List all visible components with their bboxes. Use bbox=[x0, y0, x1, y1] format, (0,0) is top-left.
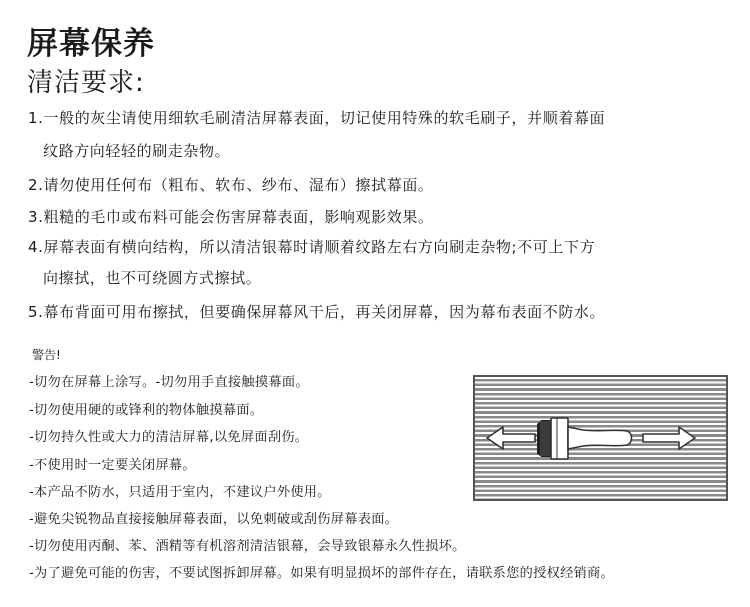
requirement-4: 4.屏幕表面有横向结构，所以清洁银幕时请顺着纹路左右方向刷走杂物;不可上下方 bbox=[28, 238, 596, 256]
requirement-5: 5.幕布背面可用布擦拭，但要确保屏幕风干后，再关闭屏幕，因为幕布表面不防水。 bbox=[28, 303, 606, 321]
warning-item: -切勿使用丙酮、苯、酒精等有机溶剂清洁银幕，会导致银幕永久性损坏。 bbox=[29, 539, 466, 554]
page-title: 屏幕保养 bbox=[27, 26, 155, 62]
arrow-right-icon bbox=[643, 427, 695, 449]
requirement-1-continued: 纹路方向轻轻的刷走杂物。 bbox=[43, 142, 231, 160]
warning-title: 警告! bbox=[32, 348, 61, 362]
warning-item: -切勿在屏幕上涂写。-切勿用手直接触摸幕面。 bbox=[29, 375, 309, 390]
cleaning-requirements-heading: 清洁要求: bbox=[27, 68, 145, 98]
requirement-3: 3.粗糙的毛巾或布料可能会伤害屏幕表面，影响观影效果。 bbox=[28, 208, 434, 226]
warning-item: -避免尖锐物品直接接触屏幕表面，以免刺破或刮伤屏幕表面。 bbox=[29, 512, 399, 527]
warning-item: -不使用时一定要关闭屏幕。 bbox=[29, 458, 196, 473]
arrow-left-icon bbox=[487, 427, 535, 449]
brush-icon bbox=[537, 418, 632, 459]
requirement-2: 2.请勿使用任何布（粗布、软布、纱布、湿布）擦拭幕面。 bbox=[28, 176, 434, 194]
requirement-4-continued: 向擦拭，也不可绕圆方式擦拭。 bbox=[43, 269, 262, 287]
warning-item: -为了避免可能的伤害，不要试图拆卸屏幕。如果有明显损坏的部件存在，请联系您的授权经销商。 bbox=[29, 566, 615, 581]
warning-item: -切勿使用硬的或锋利的物体触摸幕面。 bbox=[29, 403, 264, 418]
warning-item: -本产品不防水，只适用于室内，不建议户外使用。 bbox=[29, 485, 331, 500]
requirement-1: 1.一般的灰尘请使用细软毛刷清洁屏幕表面，切记使用特殊的软毛刷子，并顺着幕面 bbox=[28, 109, 606, 127]
warning-item: -切勿持久性或大力的清洁屏幕,以免屏面刮伤。 bbox=[29, 430, 309, 445]
screen-cleaning-illustration bbox=[473, 375, 728, 501]
